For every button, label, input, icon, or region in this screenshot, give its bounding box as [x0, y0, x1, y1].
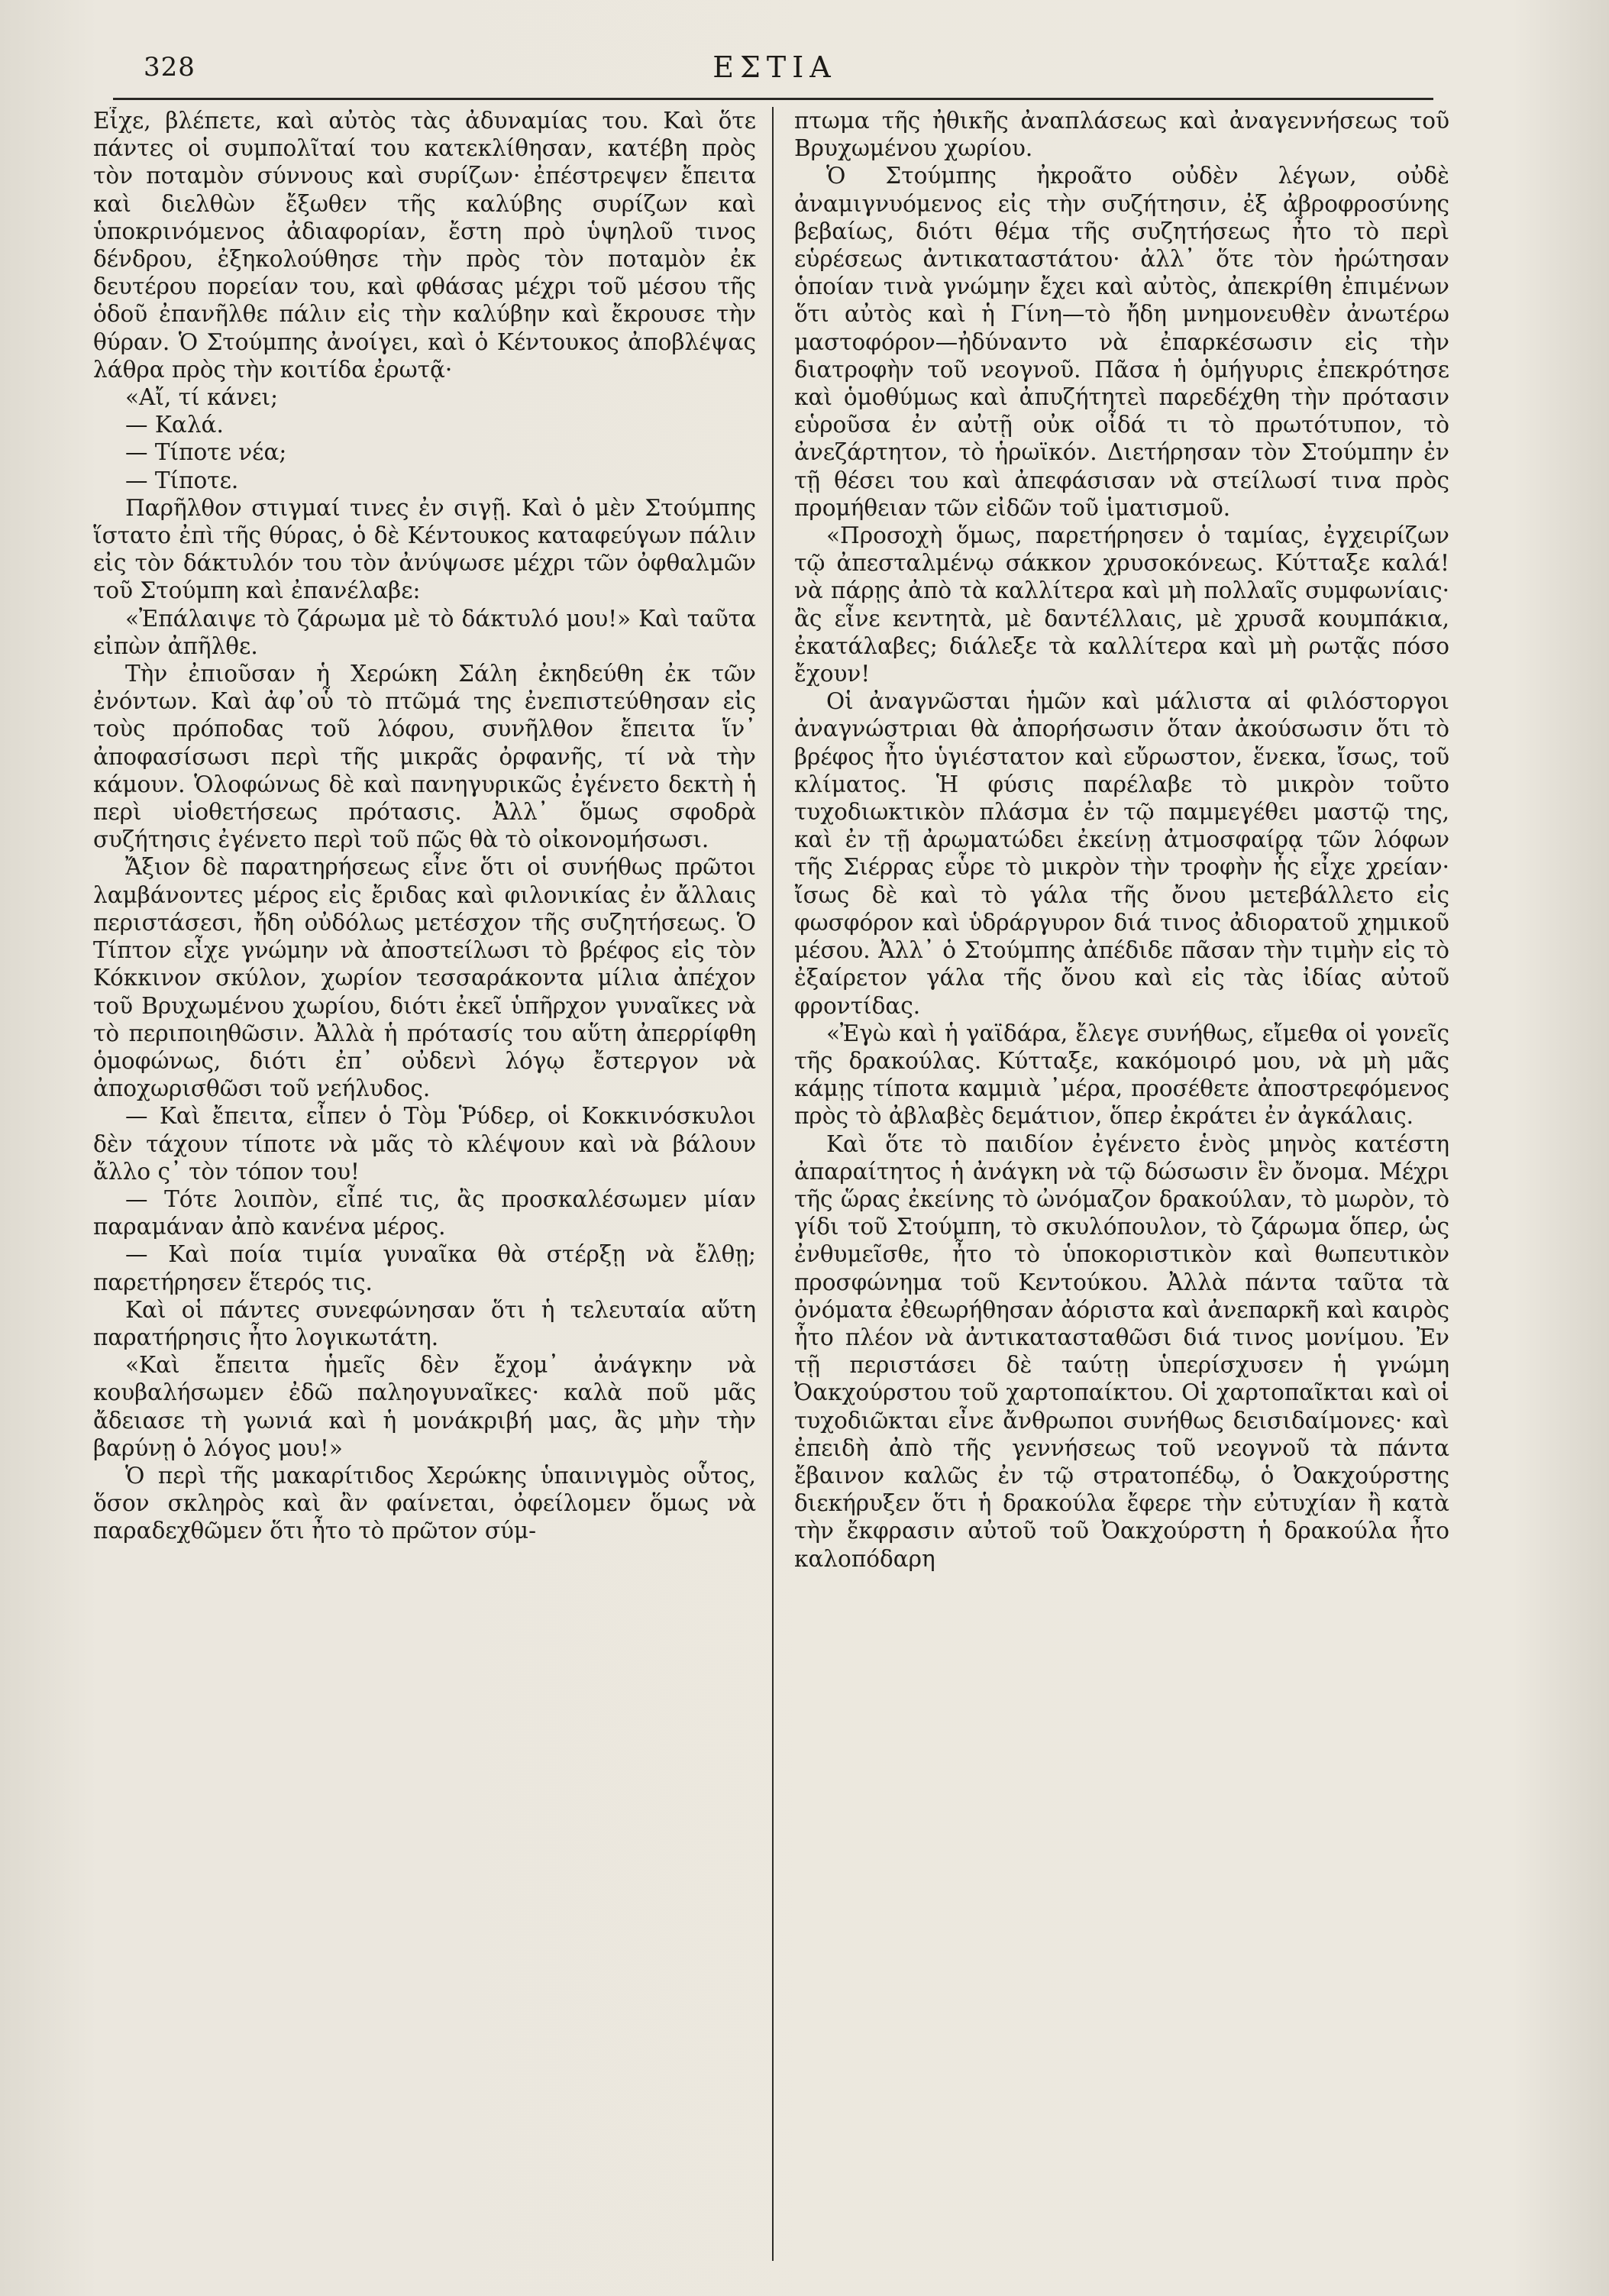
- dialogue-line: — Καὶ ἔπειτα, εἶπεν ὁ Τὸμ Ῥύδερ, οἱ Κοκκινόσκυλοι δὲν τάχουν τίποτε νὰ μᾶς τὸ κλέψουν καὶ νὰ βάλουν ἄλλο ς᾽ τὸν τόπον του!: [93, 1103, 756, 1185]
- paragraph: Ὁ Στούμπης ἠκροᾶτο οὐδὲν λέγων, οὐδὲ ἀναμιγνυόμενος εἰς τὴν συζήτησιν, ἐξ ἀβροφροσύνης βεβαίως, διότι θέμα τῆς συζητήσεως ἦτο τὸ περὶ εὑρέσεως ἀντικαταστάτου· ἀλλ᾽ ὅτε τὸν ἠρώτησαν ὁποίαν τινὰ γνώμην ἔχει καὶ αὐτὸς, ἀπεκρίθη ἐπιμένων ὅτι αὐτὸς καὶ ἡ Γίνη—τὸ ἤδη μνημονευθὲν ἀνωτέρω μαστοφόρον—ἠδύναντο νὰ ἐπαρκέσωσιν εἰς τὴν διατροφὴν τοῦ νεογνοῦ. Πᾶσα ἡ ὁμήγυρις ἐπεκρότησε καὶ ὁμοθύμως καὶ ἀπυζήτητεὶ παρεδέχθη τὴν πρότασιν εὑροῦσα ἐν αὐτῇ οὐκ οἶδά τι τὸ πρωτότυπον, τὸ ἀνεζάρτητον, τὸ ἡρωϊκόν. Διετήρησαν τὸν Στούμπην ἐν τῇ θέσει του καὶ ἀπεφάσισαν νὰ στείλωσί τινα πρὸς προμήθειαν τῶν εἰδῶν τοῦ ἱματισμοῦ.: [794, 163, 1449, 521]
- left-column: [93, 107, 756, 2261]
- paragraph: Παρῆλθον στιγμαί τινες ἐν σιγῇ. Καὶ ὁ μὲν Στούμπης ἵστατο ἐπὶ τῆς θύρας, ὁ δὲ Κέντουκος καταφεύγων πάλιν εἰς τὸν δάκτυλόν του τὸν ἀνύψωσε μέχρι τῶν ὀφθαλμῶν τοῦ Στούμπη καὶ ἐπανέλαβε:: [93, 494, 756, 604]
- paragraph: Οἱ ἀναγνῶσται ἡμῶν καὶ μάλιστα αἱ φιλόστοργοι ἀναγνώστριαι θὰ ἀπορήσωσιν ὅταν ἀκούσωσιν ὅτι τὸ βρέφος ἦτο ὑγιέστατον καὶ εὔρωστον, ἕνεκα, ἴσως, τοῦ κλίματος. Ἡ φύσις παρέλαβε τὸ μικρὸν τοῦτο τυχοδιωκτικὸν πλάσμα ἐν τῷ παμμεγέθει μαστῷ της, καὶ ἐν τῇ ἀρωματώδει ἐκείνῃ ἀτμοσφαίρᾳ τῶν λόφων τῆς Σιέρρας εὗρε τὸ μικρὸν τὴν τροφὴν ἧς εἶχε χρείαν· ἴσως δὲ καὶ τὸ γάλα τῆς ὄνου μετεβάλλετο εἰς φωσφόρον καὶ ὑδράργυρον διά τινος ἀδιορατοῦ χημικοῦ μέσου. Ἀλλ᾽ ὁ Στούμπης ἀπέδιδε πᾶσαν τὴν τιμὴν εἰς τὸ ἐξαίρετον γάλα τῆς ὄνου καὶ εἰς τὰς ἰδίας αὐτοῦ φροντίδας.: [794, 688, 1449, 1019]
- paragraph: Ὁ περὶ τῆς μακαρίτιδος Χερώκης ὑπαινιγμὸς οὗτος, ὅσον σκληρὸς καὶ ἂν φαίνεται, ὀφείλομεν ὅμως νὰ παραδεχθῶμεν ὅτι ἦτο τὸ πρῶτον σύμ-: [93, 1462, 756, 1544]
- paragraph: πτωμα τῆς ἠθικῆς ἀναπλάσεως καὶ ἀναγεννήσεως τοῦ Βρυχωμένου χωρίου.: [794, 108, 1449, 162]
- page-header: [116, 47, 1433, 87]
- dialogue-line: — Τότε λοιπὸν, εἶπέ τις, ἂς προσκαλέσωμεν μίαν παραμάναν ἀπὸ κανένα μέρος.: [93, 1185, 756, 1240]
- dialogue-line: — Καλά.: [125, 412, 224, 438]
- right-column: [794, 107, 1449, 2261]
- paragraph: Καὶ ὅτε τὸ παιδίον ἐγένετο ἑνὸς μηνὸς κατέστη ἀπαραίτητος ἡ ἀνάγκη νὰ τῷ δώσωσιν ἓν ὄνομα. Μέχρι τῆς ὥρας ἐκείνης τὸ ὠνόμαζον δρακούλαν, τὸ μωρὸν, τὸ γίδι τοῦ Στούμπη, τὸ σκυλόπουλον, τὸ ζάρωμα ὅπερ, ὡς ἐνθυμεῖσθε, ἦτο τὸ ὑποκοριστικὸν καὶ θωπευτικὸν προσφώνημα τοῦ Κεντούκου. Ἀλλὰ πάντα ταῦτα τὰ ὀνόματα ἐθεωρήθησαν ἀόριστα καὶ ἀνεπαρκῆ καὶ καιρὸς ἦτο πλέον νὰ ἀντικατασταθῶσι διά τινος μονίμου. Ἐν τῇ περιστάσει δὲ ταύτῃ ὑπερίσχυσεν ἡ γνώμη Ὀακχούρστου τοῦ χαρτοπαίκτου. Οἱ χαρτοπαῖκται καὶ οἱ τυχοδιῶκται εἶνε ἄνθρωποι συνήθως δεισιδαίμονες· καὶ ἐπειδὴ ἀπὸ τῆς γεννήσεως τοῦ νεογνοῦ τὰ πάντα ἔβαινον καλῶς ἐν τῷ στρατοπέδῳ, ὁ Ὀακχούρστης διεκήρυξεν ὅτι ἡ δρακούλα ἔφερε τὴν εὐτυχίαν ἢ κατὰ τὴν ἔκφρασιν αὐτοῦ τοῦ Ὀακχούρστη ἡ δρακούλα ἦτο καλοπόδαρη: [794, 1130, 1449, 1572]
- dialogue-line: — Καὶ ποία τιμία γυναῖκα θὰ στέρξῃ νὰ ἔλθῃ; παρετήρησεν ἕτερός τις.: [93, 1241, 756, 1295]
- paragraph: Τὴν ἐπιοῦσαν ἡ Χερώκη Σάλη ἐκηδεύθη ἐκ τῶν ἐνόντων. Καὶ ἀφ᾽οὗ τὸ πτῶμά της ἐνεπιστεύθησαν εἰς τοὺς πρόποδας τοῦ λόφου, συνῆλθον ἔπειτα ἵν᾽ ἀποφασίσωσι περὶ τῆς μικρᾶς ὀρφανῆς, τί νὰ τὴν κάμουν. Ὁλοφώνως δὲ καὶ πανηγυρικῶς ἐγένετο δεκτὴ ἡ περὶ υἱοθετήσεως πρότασις. Ἀλλ᾽ ὅμως σφοδρὰ συζήτησις ἐγένετο περὶ τοῦ πῶς θὰ τὸ οἰκονομήσωσι.: [93, 661, 756, 853]
- paragraph: «Καὶ ἔπειτα ἡμεῖς δὲν ἔχομ᾽ ἀνάγκην νὰ κουβαλήσωμεν ἐδῶ παληογυναῖκες· καλὰ ποῦ μᾶς ἄδειασε τὴ γωνιά καὶ ἡ μονάκριβή μας, ἂς μὴν τὴν βαρύνῃ ὁ λόγος μου!»: [93, 1352, 756, 1461]
- dialogue-line: «Αἴ, τί κάνει;: [125, 384, 279, 411]
- dialogue-line: — Τίποτε νέα;: [125, 439, 287, 466]
- header-rule: [113, 98, 1433, 100]
- paragraph: Εἶχε, βλέπετε, καὶ αὐτὸς τὰς ἀδυναμίας του. Καὶ ὅτε πάντες οἱ συμπολῖταί του κατεκλίθησαν, κατέβη πρὸς τὸν ποταμὸν σύννους καὶ συρίζων· ἐπέστρεψεν ἔπειτα καὶ διελθὼν ἔξωθεν τῆς καλύβης συρίζων καὶ ὑποκρινόμενος ἀδιαφορίαν, ἔστη πρὸ ὑψηλοῦ τινος δένδρου, ἐξηκολούθησε τὴν πρὸς τὸν ποταμὸν ἐκ δευτέρου πορείαν του, καὶ φθάσας μέχρι τοῦ μέσου τῆς ὁδοῦ ἐπανῆλθε πάλιν εἰς τὴν καλύβην καὶ ἔκρουσε τὴν θύραν. Ὁ Στούμπης ἀνοίγει, καὶ ὁ Κέντουκος ἀποβλέψας λάθρα πρὸς τὴν κοιτίδα ἐρωτᾷ·: [93, 108, 756, 383]
- paragraph: «Προσοχὴ ὅμως, παρετήρησεν ὁ ταμίας, ἐγχειρίζων τῷ ἀπεσταλμένῳ σάκκον χρυσοκόνεως. Κύτταξε καλά! νὰ πάρῃς ἀπὸ τὰ καλλίτερα καὶ μὴ πολλαῖς συμφωνίαις· ἂς εἶνε κεντητὰ, μὲ δαντέλλαις, μὲ χρυσᾶ κουμπάκια, ἐκατάλαβες; διάλεξε τὰ καλλίτερα καὶ μὴ ρωτᾷς πόσο ἔχουν!: [794, 522, 1449, 687]
- dialogue-line: — Τίποτε.: [125, 467, 239, 493]
- paragraph: «Ἐγὼ καὶ ἡ γαϊδάρα, ἔλεγε συνήθως, εἴμεθα οἱ γονεῖς τῆς δρακούλας. Κύτταξε, κακόμοιρό μου, νὰ μὴ μᾶς κάμῃς τίποτα καμμιὰ ᾽μέρα, προσέθετε ἀποστρεφόμενος πρὸς τὸ ἀβλαβὲς δεμάτιον, ὅπερ ἐκράτει ἐν ἀγκάλαις.: [794, 1020, 1449, 1130]
- page-number: 328: [144, 52, 195, 82]
- paragraph: «Ἐπάλαιψε τὸ ζάρωμα μὲ τὸ δάκτυλό μου!» Καὶ ταῦτα εἰπὼν ἀπῆλθε.: [93, 605, 756, 659]
- running-title: ΕΣΤΙΑ: [712, 50, 837, 84]
- paragraph: Ἄξιον δὲ παρατηρήσεως εἶνε ὅτι οἱ συνήθως πρῶτοι λαμβάνοντες μέρος εἰς ἔριδας καὶ φιλονικίας ἐν ἄλλαις περιστάσεσι, ἤδη οὐδόλως μετέσχον τῆς συζητήσεως. Ὁ Τίπτον εἶχε γνώμην νὰ ἀποστείλωσι τὸ βρέφος εἰς τὸν Κόκκινον σκύλον, χωρίον τεσσαράκοντα μίλια ἀπέχον τοῦ Βρυχωμένου χωρίου, διότι ἐκεῖ ὑπῆρχον γυναῖκες νὰ τὸ περιποιηθῶσιν. Ἀλλὰ ἡ πρότασίς του αὕτη ἀπερρίφθη ὁμοφώνως, διότι ἐπ᾽ οὐδενὶ λόγῳ ἔστεργον νὰ ἀποχωρισθῶσι τοῦ νεήλυδος.: [93, 854, 756, 1102]
- paragraph: Καὶ οἱ πάντες συνεφώνησαν ὅτι ἡ τελευταία αὕτη παρατήρησις ἦτο λογικωτάτη.: [93, 1296, 756, 1350]
- column-divider: [772, 107, 774, 2261]
